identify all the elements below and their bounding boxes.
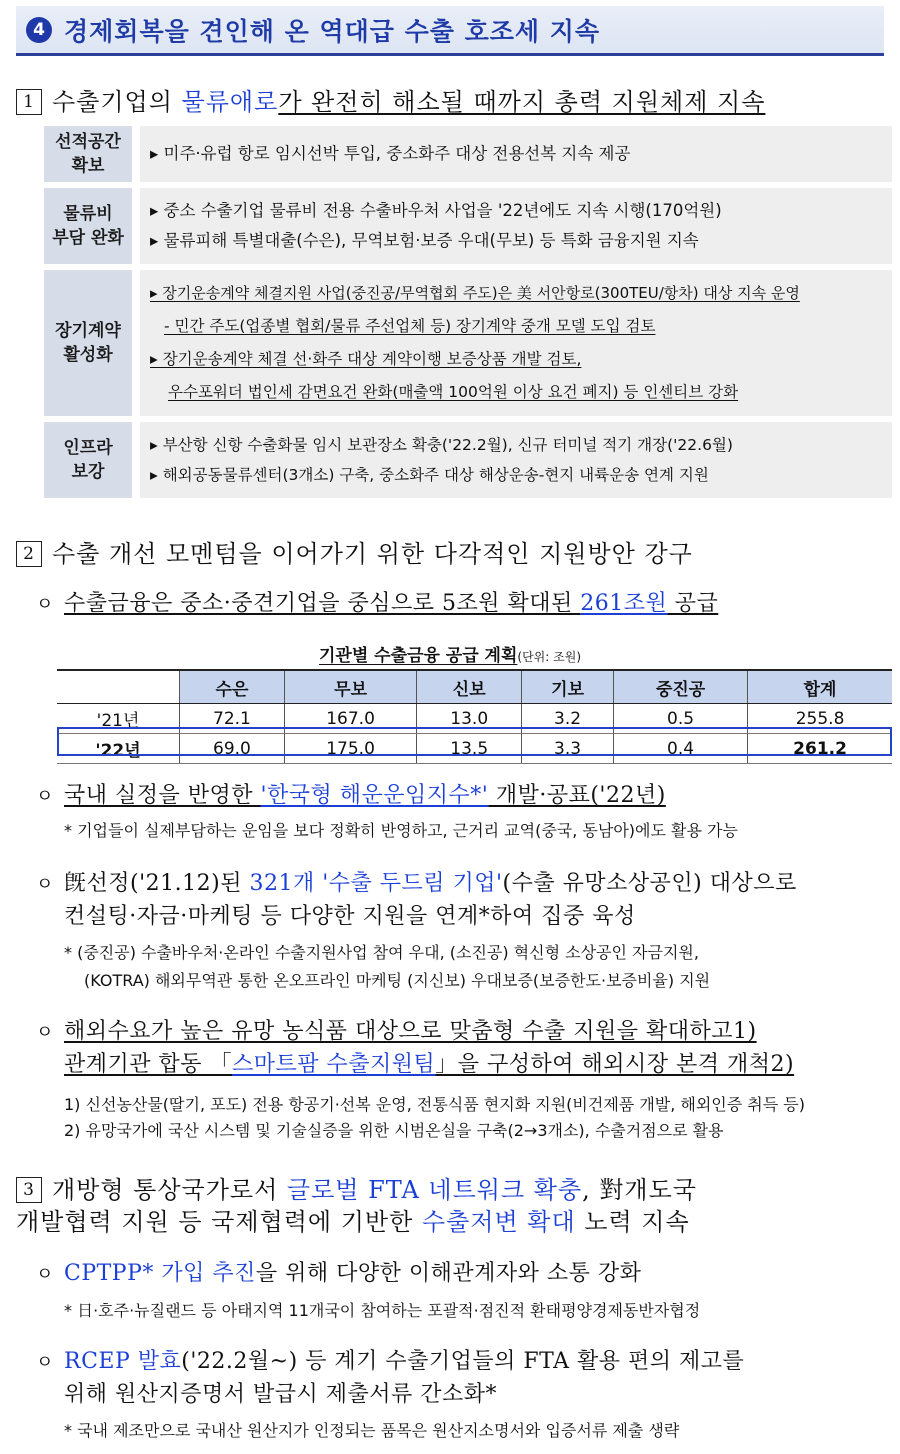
- row-content: ▸ 중소 수출기업 물류비 전용 수출바우처 사업을 '22년에도 지속 시행(170억원) ▸ 물류피해 특별대출(수은), 무역보험·보증 우대(무보) 등 특화 금융지원 지속: [140, 188, 892, 264]
- support-panel: [44, 126, 892, 504]
- agrifood-note-2: 2) 유망국가에 국산 시스템 및 기술실증을 위한 시범온실을 구축(2→3개소), 수출거점으로 활용: [64, 1121, 724, 1140]
- section-banner: [16, 6, 884, 56]
- logistics-highlight: 물류애로: [181, 88, 279, 116]
- row-label: 선적공간 확보: [44, 126, 132, 182]
- row-label: 인프라 보강: [44, 422, 132, 498]
- panel-row-shipping-space: [44, 126, 892, 182]
- table-header-row: 수은 무보 신보 기보 중진공 합계: [57, 670, 892, 704]
- panel-row-long-term-contract: [44, 270, 892, 416]
- row-content: ▸ 미주·유럽 항로 임시선박 투입, 중소화주 대상 전용선복 지속 제공: [140, 126, 892, 182]
- section2-number: 2: [16, 541, 42, 567]
- doodream-paragraph: ㅇ 旣선정('21.12)된 321개 '수출 두드림 기업'(수출 유망소상공인) 대상으로 컨설팅·자금·마케팅 등 다양한 지원을 연계*하여 집중 육성: [36, 871, 797, 929]
- section2-header: 2 수출 개선 모멘텀을 이어가기 위한 다각적인 지원방안 강구: [16, 538, 693, 570]
- agrifood-paragraph: ㅇ 해외수요가 높은 유망 농식품 대상으로 맞춤형 수출 지원을 확대하고1) 관계기관 합동 「스마트팜 수출지원팀」을 구성하여 해외시장 본격 개척2): [36, 1019, 795, 1077]
- agrifood-note-1: 1) 신선농산물(딸기, 포도) 전용 항공기·선복 운영, 전통식품 현지화 지원(비건제품 개발, 해외인증 취득 등): [64, 1095, 806, 1114]
- table-row-highlighted: '22년 69.0 175.0 13.5 3.3 0.4 261.2: [57, 734, 892, 764]
- row-label: 물류비 부담 완화: [44, 188, 132, 264]
- section3-number: 3: [16, 1177, 42, 1203]
- table-title: 기관별 수출금융 공급 계획(단위: 조원): [319, 646, 581, 666]
- doodream-note-1: * (중진공) 수출바우처·온라인 수출지원사업 참여 우대, (소진공) 혁신형 소상공인 자금지원,: [64, 943, 699, 962]
- rcep-note: * 국내 제조만으로 국내산 원산지가 인정되는 품목은 원산지소명서와 입증서류 제출 생략: [64, 1421, 680, 1440]
- row-content: ▸ 부산항 신항 수출화물 임시 보관장소 확충('22.2월), 신규 터미널 적기 개장('22.6월) ▸ 해외공동물류센터(3개소) 구축, 중소화주 대상 해상운송-현지 내륙운송 연계 지원: [140, 422, 892, 498]
- section1-header: 1 수출기업의 물류애로가 완전히 해소될 때까지 총력 지원체제 지속: [16, 86, 765, 118]
- section1-number: 1: [16, 89, 42, 115]
- rcep-paragraph: ㅇ RCEP 발효('22.2월~) 등 계기 수출기업들의 FTA 활용 편의 제고를 위해 원산지증명서 발급시 제출서류 간소화*: [36, 1349, 745, 1407]
- row-content: ▸ 장기운송계약 체결지원 사업(중진공/무역협회 주도)은 美 서안항로(300TEU/항차) 대상 지속 운영 - 민간 주도(업종별 협회/물류 주선업체 등) 장기계약 중개 모델 도입 검토 ▸ 장기운송계약 체결 선·화주 대상 계약이행 보증상품 개발 검토, 우수포워더 법인세 감면요건 완화(매출액 100억원 이상 요건 폐지) 등 인센티브 강화: [140, 270, 892, 416]
- cptpp-paragraph: ㅇ CPTPP* 가입 추진을 위해 다양한 이해관계자와 소통 강화: [36, 1261, 642, 1286]
- cptpp-note: * 日·호주·뉴질랜드 등 아태지역 11개국이 참여하는 포괄적·점진적 환태평양경제동반자협정: [64, 1301, 701, 1320]
- freight-index-note: * 기업들이 실제부담하는 운임을 보다 정확히 반영하고, 근거리 교역(중국, 동남아)에도 활용 가능: [64, 821, 738, 840]
- export-finance-table: [57, 669, 892, 764]
- table-row: '21년 72.1 167.0 13.0 3.2 0.5 255.8: [57, 704, 892, 734]
- panel-row-logistics-cost: [44, 188, 892, 264]
- banner-number: 4: [26, 17, 52, 43]
- doodream-note-2: (KOTRA) 해외무역관 통한 온오프라인 마케팅 (지신보) 우대보증(보증한도·보증비율) 지원: [84, 971, 711, 990]
- panel-row-infrastructure: [44, 422, 892, 498]
- export-finance-paragraph: ㅇ 수출금융은 중소·중견기업을 중심으로 5조원 확대된 261조원 공급: [36, 591, 719, 616]
- banner-title: 경제회복을 견인해 온 역대급 수출 호조세 지속: [64, 16, 601, 46]
- row-label: 장기계약 활성화: [44, 270, 132, 416]
- freight-index-paragraph: ㅇ 국내 실정을 반영한 '한국형 해운운임지수*' 개발·공표('22년): [36, 783, 666, 808]
- section3-header: 3 개방형 통상국가로서 글로벌 FTA 네트워크 확충, 對개도국 개발협력 지원 등 국제협력에 기반한 수출저변 확대 노력 지속: [16, 1176, 697, 1236]
